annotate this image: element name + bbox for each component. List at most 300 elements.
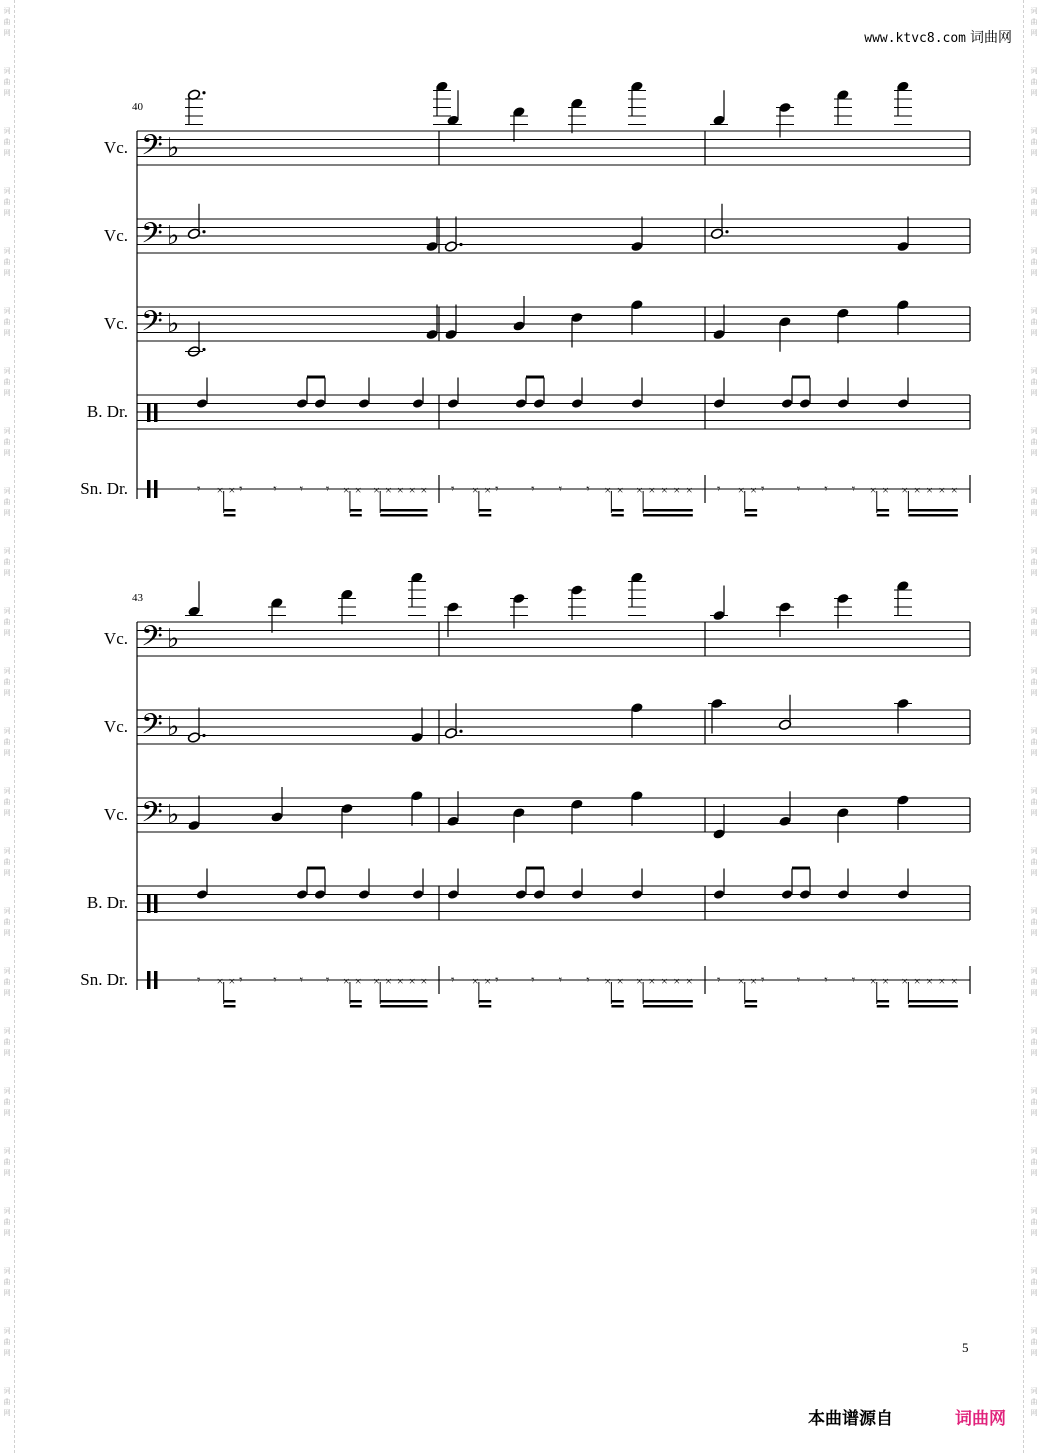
eighth-rest: 𝄾	[761, 481, 765, 496]
beam	[877, 1000, 889, 1003]
flat-key-signature: ♭	[167, 309, 180, 338]
watermark-glyph: 词	[1030, 907, 1038, 915]
watermark-glyph: 词	[1030, 367, 1038, 375]
note-head	[296, 398, 308, 409]
x-notehead: ×	[869, 974, 877, 988]
watermark-glyph: 网	[1030, 749, 1038, 757]
beam	[526, 376, 544, 379]
beam	[224, 514, 236, 517]
x-notehead: ×	[216, 483, 224, 497]
watermark-glyph: 曲	[1030, 918, 1038, 926]
instrument-label: Vc.	[103, 226, 128, 245]
beam	[745, 514, 757, 517]
watermark-glyph: 网	[1030, 569, 1038, 577]
x-notehead: ×	[673, 974, 681, 988]
beam	[745, 509, 757, 512]
watermark-glyph: 曲	[3, 18, 11, 26]
eighth-rest: 𝄾	[824, 972, 828, 987]
watermark-glyph: 词	[3, 1027, 11, 1035]
watermark-glyph: 词	[3, 847, 11, 855]
dot	[202, 230, 205, 233]
watermark-glyph: 曲	[1030, 1338, 1038, 1346]
eighth-rest: 𝄾	[586, 481, 590, 496]
measure-number: 43	[132, 592, 143, 604]
instrument-label: Sn. Dr.	[80, 970, 128, 989]
note-head	[897, 398, 909, 409]
percussion-clef-icon	[147, 404, 151, 422]
instrument-label: B. Dr.	[86, 893, 128, 912]
x-notehead: ×	[660, 483, 668, 497]
x-notehead: ×	[373, 483, 380, 497]
watermark-glyph: 网	[1030, 689, 1038, 697]
bass-clef-icon: 𝄢	[141, 622, 163, 659]
beam	[526, 867, 544, 870]
eighth-rest: 𝄾	[451, 481, 455, 496]
x-notehead: ×	[396, 483, 404, 497]
watermark-glyph: 词	[1030, 607, 1038, 615]
watermark-glyph: 曲	[1030, 258, 1038, 266]
eighth-rest: 𝄾	[851, 481, 856, 496]
watermark-glyph: 词	[1030, 487, 1038, 495]
watermark-glyph: 网	[1030, 149, 1038, 157]
dot	[202, 734, 205, 737]
beam	[877, 1005, 889, 1008]
watermark-glyph: 词	[1030, 667, 1038, 675]
note-head	[314, 889, 326, 900]
eighth-rest: 𝄾	[197, 481, 201, 496]
watermark-glyph: 词	[3, 1387, 11, 1395]
x-notehead: ×	[901, 483, 909, 497]
watermark-glyph: 词	[1030, 307, 1038, 315]
watermark-glyph: 词	[3, 427, 11, 435]
flat-key-signature: ♭	[167, 712, 180, 741]
watermark-glyph: 网	[3, 869, 11, 877]
x-notehead: ×	[685, 974, 693, 988]
beam	[908, 1000, 958, 1003]
watermark-glyph: 曲	[1030, 378, 1038, 386]
watermark-glyph: 曲	[3, 318, 11, 326]
beam	[643, 514, 693, 517]
beam	[745, 1000, 757, 1003]
beam	[479, 514, 491, 517]
watermark-glyph: 网	[1030, 1109, 1038, 1117]
x-notehead: ×	[484, 974, 492, 988]
watermark-glyph: 网	[1030, 989, 1038, 997]
watermark-glyph: 词	[3, 727, 11, 735]
note-head	[631, 889, 643, 900]
watermark-glyph: 网	[1030, 869, 1038, 877]
watermark-glyph: 曲	[1030, 798, 1038, 806]
watermark-glyph: 网	[3, 1409, 11, 1417]
watermark-glyph: 词	[3, 487, 11, 495]
eighth-rest: 𝄾	[586, 972, 590, 987]
beam	[224, 509, 236, 512]
watermark-glyph: 网	[1030, 1289, 1038, 1297]
bass-clef-icon: 𝄢	[141, 307, 163, 344]
watermark-glyph: 曲	[3, 558, 11, 566]
x-notehead: ×	[354, 974, 362, 988]
watermark-glyph: 曲	[1030, 1158, 1038, 1166]
watermark-glyph: 网	[3, 209, 11, 217]
beam	[792, 867, 810, 870]
eighth-rest: 𝄾	[796, 972, 801, 987]
watermark-glyph: 曲	[3, 1038, 11, 1046]
note-head	[571, 398, 583, 409]
watermark-glyph: 曲	[1030, 678, 1038, 686]
watermark-glyph: 词	[3, 67, 11, 75]
watermark-glyph: 网	[3, 509, 11, 517]
footer-site-name[interactable]: 词曲网	[955, 1409, 1006, 1429]
watermark-glyph: 网	[1030, 929, 1038, 937]
beam	[611, 509, 623, 512]
dot	[459, 730, 462, 733]
instrument-label: Vc.	[103, 805, 128, 824]
watermark-glyph: 网	[3, 809, 11, 817]
watermark-glyph: 曲	[3, 1398, 11, 1406]
watermark-glyph: 曲	[1030, 438, 1038, 446]
eighth-rest: 𝄾	[273, 972, 277, 987]
eighth-rest: 𝄾	[239, 481, 243, 496]
watermark-glyph: 曲	[1030, 1098, 1038, 1106]
watermark-glyph: 网	[3, 29, 11, 37]
watermark-glyph: 曲	[3, 618, 11, 626]
watermark-glyph: 曲	[3, 198, 11, 206]
watermark-glyph: 曲	[1030, 1278, 1038, 1286]
staff-2	[104, 695, 970, 747]
x-notehead: ×	[938, 483, 946, 497]
beam	[611, 1000, 623, 1003]
x-notehead: ×	[648, 974, 656, 988]
system-2	[80, 571, 970, 1007]
note-head	[533, 889, 545, 900]
watermark-glyph: 词	[1030, 427, 1038, 435]
watermark-glyph: 词	[1030, 127, 1038, 135]
watermark-glyph: 曲	[3, 438, 11, 446]
watermark-glyph: 曲	[1030, 1398, 1038, 1406]
staff-4	[87, 376, 970, 430]
note-head	[799, 889, 811, 900]
watermark-glyph: 网	[3, 449, 11, 457]
watermark-glyph: 曲	[1030, 318, 1038, 326]
x-notehead: ×	[750, 483, 757, 497]
watermark-glyph: 词	[3, 127, 11, 135]
note-head	[713, 398, 725, 409]
watermark-glyph: 曲	[1030, 78, 1038, 86]
beam	[380, 1005, 427, 1008]
dot	[202, 91, 205, 94]
x-notehead: ×	[648, 483, 656, 497]
watermark-glyph: 曲	[3, 1098, 11, 1106]
beam	[792, 376, 810, 379]
watermark-glyph: 网	[3, 1349, 11, 1357]
measure-number: 40	[132, 101, 143, 113]
beam	[479, 1000, 491, 1003]
watermark-glyph: 网	[1030, 509, 1038, 517]
watermark-glyph: 网	[3, 1169, 11, 1177]
watermark-glyph: 曲	[3, 978, 11, 986]
x-notehead: ×	[408, 483, 416, 497]
watermark-glyph: 网	[3, 1109, 11, 1117]
flat-key-signature: ♭	[167, 624, 180, 653]
note-head	[631, 398, 643, 409]
beam	[643, 509, 693, 512]
watermark-glyph: 曲	[3, 258, 11, 266]
watermark-glyph: 曲	[1030, 558, 1038, 566]
note-head	[515, 889, 527, 900]
watermark-glyph: 曲	[1030, 138, 1038, 146]
note-head	[358, 889, 370, 900]
flat-key-signature: ♭	[167, 133, 180, 162]
eighth-rest: 𝄾	[558, 481, 563, 496]
percussion-clef-icon	[147, 971, 151, 989]
watermark-glyph: 词	[1030, 67, 1038, 75]
watermark-glyph: 网	[3, 89, 11, 97]
x-notehead: ×	[420, 483, 428, 497]
beam	[224, 1005, 236, 1008]
beam	[350, 1005, 362, 1008]
note-head	[196, 398, 208, 409]
note-head	[781, 398, 793, 409]
watermark-glyph: 曲	[3, 1218, 11, 1226]
watermark-glyph: 网	[3, 629, 11, 637]
watermark-glyph: 网	[1030, 29, 1038, 37]
eighth-rest: 𝄾	[239, 972, 243, 987]
watermark-glyph: 网	[3, 1049, 11, 1057]
watermark-glyph: 词	[3, 247, 11, 255]
x-notehead: ×	[636, 974, 643, 988]
x-notehead: ×	[882, 974, 889, 988]
eighth-rest: 𝄾	[197, 972, 201, 987]
flat-key-signature: ♭	[167, 800, 180, 829]
watermark-glyph: 词	[1030, 1267, 1038, 1275]
flat-key-signature: ♭	[167, 221, 180, 250]
dot	[725, 230, 728, 233]
watermark-glyph: 曲	[1030, 738, 1038, 746]
note-head	[447, 398, 459, 409]
beam	[643, 1000, 693, 1003]
watermark-glyph: 词	[3, 187, 11, 195]
eighth-rest: 𝄾	[325, 972, 330, 987]
watermark-glyph: 词	[1030, 847, 1038, 855]
beam	[479, 1005, 491, 1008]
staff-1	[104, 80, 970, 168]
x-notehead: ×	[926, 974, 933, 988]
watermark-glyph: 曲	[3, 1278, 11, 1286]
watermark-glyph: 网	[1030, 1049, 1038, 1057]
watermark-glyph: 网	[3, 689, 11, 697]
watermark-glyph: 曲	[3, 498, 11, 506]
watermark-glyph: 曲	[3, 678, 11, 686]
x-notehead: ×	[913, 974, 921, 988]
watermark-glyph: 词	[1030, 547, 1038, 555]
watermark-glyph: 网	[1030, 1349, 1038, 1357]
watermark-glyph: 词	[3, 907, 11, 915]
x-notehead: ×	[471, 974, 479, 988]
beam	[611, 514, 623, 517]
watermark-glyph: 网	[1030, 1229, 1038, 1237]
eighth-rest: 𝄾	[761, 972, 765, 987]
x-notehead: ×	[882, 483, 889, 497]
instrument-label: Sn. Dr.	[80, 479, 128, 498]
watermark-glyph: 网	[1030, 1409, 1038, 1417]
x-notehead: ×	[901, 974, 909, 988]
watermark-glyph: 曲	[1030, 1218, 1038, 1226]
x-notehead: ×	[616, 483, 624, 497]
watermark-glyph: 曲	[1030, 978, 1038, 986]
note-head	[196, 889, 208, 900]
watermark-glyph: 曲	[1030, 498, 1038, 506]
watermark-glyph: 网	[3, 929, 11, 937]
site-name: 词曲网	[970, 30, 1012, 46]
beam	[380, 1000, 427, 1003]
beam	[307, 867, 325, 870]
x-notehead: ×	[950, 483, 958, 497]
beam	[908, 509, 958, 512]
beam	[380, 514, 427, 517]
staff-3	[104, 296, 970, 357]
beam	[745, 1005, 757, 1008]
note-head	[358, 398, 370, 409]
watermark-glyph: 词	[3, 1207, 11, 1215]
x-notehead: ×	[950, 974, 958, 988]
x-notehead: ×	[420, 974, 428, 988]
page-number: 5	[962, 1340, 969, 1355]
instrument-label: Vc.	[103, 629, 128, 648]
beam	[479, 509, 491, 512]
x-notehead: ×	[737, 974, 745, 988]
watermark-glyph: 词	[3, 967, 11, 975]
watermark-glyph: 网	[3, 269, 11, 277]
staff-3	[104, 787, 970, 843]
watermark-glyph: 网	[1030, 89, 1038, 97]
watermark-glyph: 网	[3, 989, 11, 997]
watermark-glyph: 词	[3, 667, 11, 675]
system-1	[80, 80, 970, 516]
note-head	[799, 398, 811, 409]
x-notehead: ×	[373, 974, 380, 988]
beam	[908, 1005, 958, 1008]
watermark-glyph: 网	[3, 329, 11, 337]
eighth-rest: 𝄾	[796, 481, 801, 496]
x-notehead: ×	[342, 974, 350, 988]
beam	[877, 514, 889, 517]
watermark-glyph: 词	[1030, 967, 1038, 975]
note-head	[713, 889, 725, 900]
watermark-glyph: 词	[1030, 1207, 1038, 1215]
x-notehead: ×	[938, 974, 946, 988]
instrument-label: B. Dr.	[86, 402, 128, 421]
bass-clef-icon: 𝄢	[141, 710, 163, 747]
watermark-glyph: 曲	[3, 738, 11, 746]
note-head	[314, 398, 326, 409]
bass-clef-icon: 𝄢	[141, 131, 163, 168]
dot	[202, 348, 205, 351]
x-notehead: ×	[604, 974, 612, 988]
watermark-glyph: 网	[3, 1289, 11, 1297]
watermark-glyph: 词	[1030, 1147, 1038, 1155]
x-notehead: ×	[342, 483, 350, 497]
note-head	[781, 889, 793, 900]
watermark-glyph: 曲	[1030, 198, 1038, 206]
eighth-rest: 𝄾	[531, 481, 535, 496]
site-url[interactable]: www.ktvc8.com	[864, 31, 966, 46]
eighth-rest: 𝄾	[824, 481, 828, 496]
watermark-glyph: 网	[1030, 1169, 1038, 1177]
x-notehead: ×	[685, 483, 693, 497]
watermark-glyph: 词	[1030, 1087, 1038, 1095]
watermark-glyph: 网	[1030, 389, 1038, 397]
watermark-glyph: 曲	[3, 378, 11, 386]
eighth-rest: 𝄾	[325, 481, 330, 496]
eighth-rest: 𝄾	[299, 972, 304, 987]
eighth-rest: 𝄾	[299, 481, 304, 496]
note-head	[533, 398, 545, 409]
beam	[877, 509, 889, 512]
watermark-glyph: 网	[3, 389, 11, 397]
eighth-rest: 𝄾	[451, 972, 455, 987]
watermark-glyph: 网	[1030, 269, 1038, 277]
watermark-glyph: 曲	[1030, 858, 1038, 866]
watermark-glyph: 词	[3, 367, 11, 375]
watermark-glyph: 曲	[3, 798, 11, 806]
watermark-glyph: 曲	[3, 858, 11, 866]
staff-5	[80, 966, 970, 1008]
watermark-glyph: 网	[3, 749, 11, 757]
watermark-glyph: 词	[1030, 247, 1038, 255]
watermark-glyph: 曲	[3, 1338, 11, 1346]
note-head	[837, 398, 849, 409]
x-notehead: ×	[869, 483, 877, 497]
bass-clef-icon: 𝄢	[141, 219, 163, 256]
percussion-clef-icon	[147, 480, 151, 498]
watermark-glyph: 词	[1030, 1027, 1038, 1035]
footer-source-text: 本曲谱源自	[808, 1409, 893, 1429]
percussion-clef-icon	[154, 895, 158, 913]
beam	[643, 1005, 693, 1008]
x-notehead: ×	[471, 483, 479, 497]
eighth-rest: 𝄾	[531, 972, 535, 987]
percussion-clef-icon	[154, 971, 158, 989]
watermark-glyph: 网	[1030, 209, 1038, 217]
note-head	[412, 398, 424, 409]
watermark-glyph: 词	[1030, 727, 1038, 735]
note-head	[447, 889, 459, 900]
x-notehead: ×	[385, 974, 392, 988]
watermark-glyph: 词	[3, 7, 11, 15]
x-notehead: ×	[750, 974, 757, 988]
watermark-glyph: 曲	[3, 138, 11, 146]
beam	[307, 376, 325, 379]
watermark-glyph: 网	[1030, 809, 1038, 817]
x-notehead: ×	[673, 483, 681, 497]
eighth-rest: 𝄾	[717, 972, 721, 987]
eighth-rest: 𝄾	[495, 972, 499, 987]
note-head	[837, 889, 849, 900]
beam	[380, 509, 427, 512]
x-notehead: ×	[926, 483, 933, 497]
watermark-glyph: 曲	[3, 918, 11, 926]
beam	[611, 1005, 623, 1008]
watermark-glyph: 网	[1030, 329, 1038, 337]
watermark-glyph: 网	[1030, 629, 1038, 637]
x-notehead: ×	[660, 974, 668, 988]
watermark-glyph: 词	[3, 307, 11, 315]
note-head	[515, 398, 527, 409]
beam	[350, 1000, 362, 1003]
x-notehead: ×	[354, 483, 362, 497]
watermark-glyph: 词	[3, 547, 11, 555]
watermark-glyph: 词	[1030, 7, 1038, 15]
